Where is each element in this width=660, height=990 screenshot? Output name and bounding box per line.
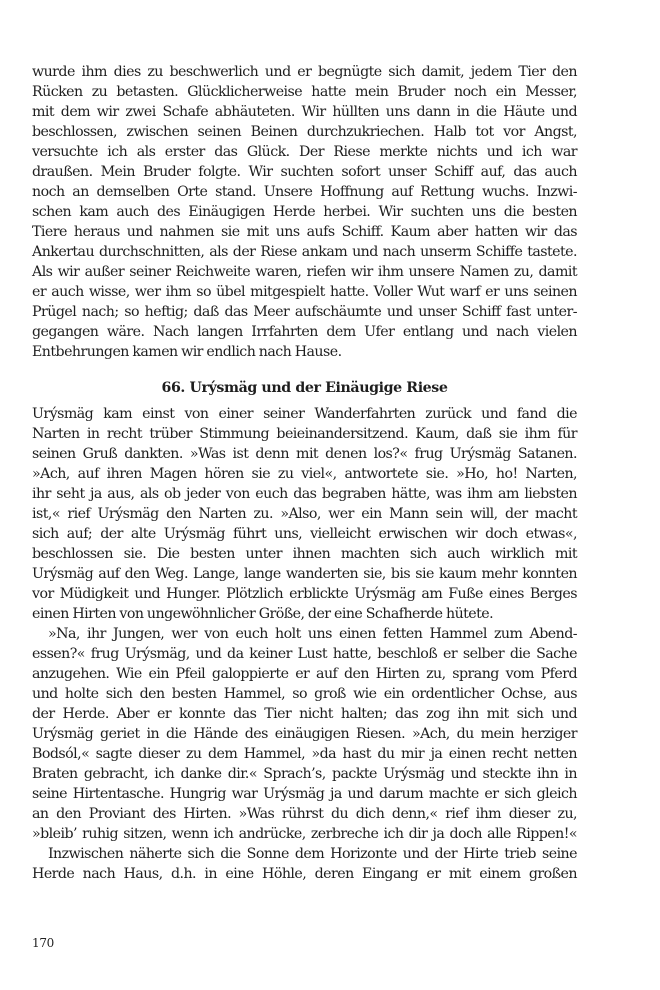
text-line: ist,« rief Urýsmäg den Narten zu. »Also, wer ein Mann sein will, der macht	[32, 506, 577, 522]
page-number: 170	[32, 936, 55, 950]
text-line: draußen. Mein Bruder folgte. Wir suchten sofort unser Schiff auf, das auch	[32, 164, 577, 180]
text-line: an den Proviant des Hirten. »Was rührst du dich denn,« rief ihm dieser zu,	[32, 806, 577, 822]
text-line: Urýsmäg geriet in die Hände des einäugigen Riesen. »Ach, du mein herziger	[32, 726, 577, 742]
text-line: Herde nach Haus, d.h. in eine Höhle, deren Eingang er mit einem großen	[32, 866, 577, 882]
text-line: beschlossen sie. Die besten unter ihnen machten sich auch wirklich mit	[32, 546, 577, 562]
text-line: Urýsmäg auf den Weg. Lange, lange wanderten sie, bis sie kaum mehr konnten	[32, 566, 577, 582]
text-line: Entbehrungen kamen wir endlich nach Hause.	[32, 344, 342, 360]
page-body	[32, 62, 577, 884]
text-line: und holte sich den besten Hammel, so groß wie ein ordentlicher Ochse, aus	[32, 686, 577, 702]
text-line: Bodsól,« sagte dieser zu dem Hammel, »da hast du mir ja einen recht netten	[32, 746, 577, 762]
text-line: beschlossen, zwischen seinen Beinen durchzukriechen. Halb tot vor Angst,	[32, 124, 577, 140]
text-line: Inzwischen näherte sich die Sonne dem Horizonte und der Hirte trieb seine	[48, 846, 577, 862]
text-line: der Herde. Aber er konnte das Tier nicht halten; das zog ihn mit sich und	[32, 706, 577, 722]
text-line: »Na, ihr Jungen, wer von euch holt uns einen fetten Hammel zum Abend-	[48, 626, 577, 642]
text-line: schen kam auch des Einäugigen Herde herbei. Wir suchten uns die besten	[32, 204, 577, 220]
text-line: Braten gebracht, ich danke dir.« Sprach’s, packte Urýsmäg und steckte ihn in	[32, 766, 577, 782]
text-line: noch an demselben Orte stand. Unsere Hoffnung auf Rettung wuchs. Inzwi-	[32, 184, 577, 200]
paragraph-2	[32, 624, 577, 844]
text-line: »Ach, auf ihren Magen hören sie zu viel«, antwortete sie. »Ho, ho! Narten,	[32, 466, 577, 482]
text-line: Urýsmäg kam einst von einer seiner Wanderfahrten zurück und fand die	[32, 406, 577, 422]
text-line: einen Hirten von ungewöhnlicher Größe, der eine Schafherde hütete.	[32, 606, 494, 622]
text-line: seine Hirtentasche. Hungrig war Urýsmäg ja und darum machte er sich gleich	[32, 786, 577, 802]
text-line: essen?« frug Urýsmäg, und da keiner Lust hatte, beschloß er selber die Sache	[32, 646, 577, 662]
text-line: er auch wisse, wer ihm so übel mitgespielt hatte. Voller Wut warf er uns seinen	[32, 284, 577, 300]
text-line: Als wir außer seiner Reichweite waren, riefen wir ihm unsere Namen zu, damit	[32, 264, 577, 280]
text-line: mit dem wir zwei Schafe abhäuteten. Wir hüllten uns dann in die Häute und	[32, 104, 577, 120]
text-line: vor Müdigkeit und Hunger. Plötzlich erblickte Urýsmäg am Fuße eines Berges	[32, 586, 577, 602]
text-line: wurde ihm dies zu beschwerlich und er begnügte sich damit, jedem Tier den	[32, 64, 577, 80]
paragraph-1	[32, 404, 577, 624]
text-line: ihr seht ja aus, als ob jeder von euch das begraben hätte, was ihm am liebsten	[32, 486, 577, 502]
text-line: sich auf; der alte Urýsmäg führt uns, vielleicht erwischen wir doch etwas«,	[32, 526, 577, 542]
text-line: Tiere heraus und nahmen sie mit uns aufs Schiff. Kaum aber hatten wir das	[32, 224, 577, 240]
text-line: »bleib’ ruhig sitzen, wenn ich andrücke, zerbreche ich dir ja doch alle Rippen!«	[32, 826, 577, 842]
text-line: gegangen wäre. Nach langen Irrfahrten dem Ufer entlang und nach vielen	[32, 324, 577, 340]
section-heading: 66. Urýsmäg und der Einäugige Riese	[161, 380, 448, 396]
text-line: Rücken zu betasten. Glücklicherweise hatte mein Bruder noch ein Messer,	[32, 84, 577, 100]
paragraph-top	[32, 62, 577, 362]
paragraph-3	[32, 844, 577, 884]
text-line: Prügel nach; so heftig; daß das Meer aufschäumte und unser Schiff fast unter-	[32, 304, 577, 320]
text-line: Narten in recht trüber Stimmung beieinandersitzend. Kaum, daß sie ihm für	[32, 426, 577, 442]
text-line: Ankertau durchschnitten, als der Riese ankam und nach unserm Schiffe tastete.	[32, 244, 577, 260]
text-line: versuchte ich als erster das Glück. Der Riese merkte nichts und ich war	[32, 144, 577, 160]
text-line: seinen Gruß dankten. »Was ist denn mit denen los?« frug Urýsmäg Satanen.	[32, 446, 577, 462]
text-line: anzugehen. Wie ein Pfeil galoppierte er auf den Hirten zu, sprang vom Pferd	[32, 666, 577, 682]
